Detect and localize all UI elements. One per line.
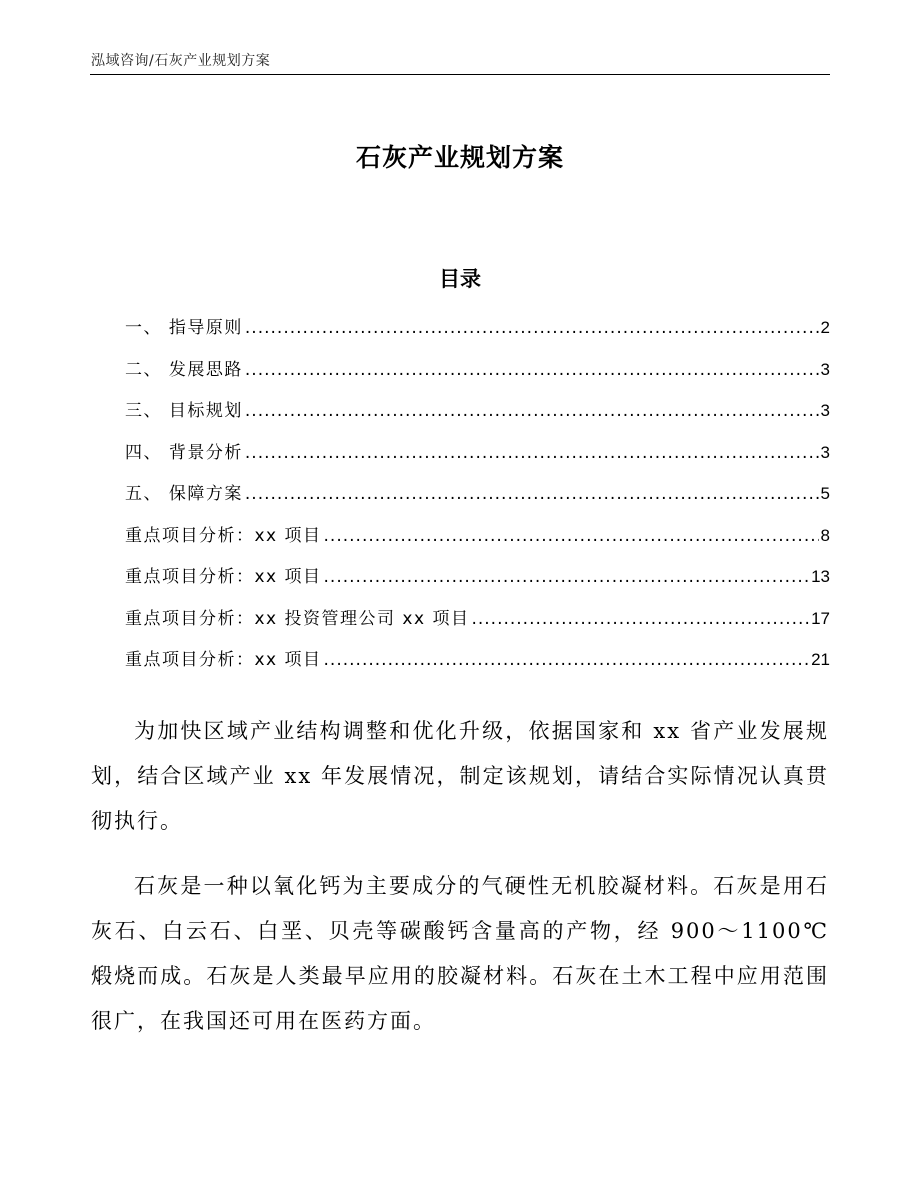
toc-leader-dots: [245, 357, 819, 383]
toc-entry-label: 五、 保障方案: [125, 484, 243, 504]
toc-entry[interactable]: [125, 564, 830, 606]
toc-entry-page: 17: [811, 608, 830, 628]
toc-entry[interactable]: [125, 315, 830, 357]
toc-entry-label: 三、 目标规划: [125, 401, 243, 421]
toc-heading: 目录: [439, 267, 481, 291]
page-header: 泓域咨询/石灰产业规划方案: [91, 53, 271, 69]
toc-entry-page: 3: [820, 359, 830, 379]
toc-entry-page: 21: [811, 650, 830, 669]
toc-entry[interactable]: [125, 606, 830, 648]
toc-leader-dots: [324, 647, 810, 673]
toc-entry-page: 3: [820, 401, 830, 420]
toc-entry-page: 5: [820, 484, 830, 503]
toc-leader-dots: [245, 398, 819, 424]
toc-leader-dots: [245, 440, 819, 466]
toc-entry[interactable]: [125, 523, 830, 565]
toc-entry-label: 重点项目分析：xx 项目: [125, 567, 322, 587]
toc-leader-dots: [245, 481, 819, 507]
body-paragraph: 石灰是一种以氧化钙为主要成分的气硬性无机胶凝材料。石灰是用石灰石、白云石、白垩、贝壳等碳酸钙含量高的产物，经 900～1100℃煅烧而成。石灰是人类最早应用的胶凝材料。石灰在土木工程中应用范围很广，在我国还可用在医药方面。: [91, 874, 829, 1033]
intro-paragraph: 为加快区域产业结构调整和优化升级，依据国家和 xx 省产业发展规划，结合区域产业 xx 年发展情况，制定该规划，请结合实际情况认真贯彻执行。: [91, 719, 829, 833]
toc-entry-label: 一、 指导原则: [125, 318, 243, 338]
toc-entry-label: 重点项目分析：xx 项目: [125, 525, 322, 546]
toc-entry-page: 2: [820, 318, 830, 337]
toc-entry[interactable]: [125, 481, 830, 523]
toc-entry[interactable]: [125, 647, 830, 689]
toc-entry-label: 四、 背景分析: [125, 442, 243, 463]
toc-entry-page: 3: [820, 442, 830, 462]
toc-entry-page: 8: [820, 525, 830, 545]
toc-entry-page: 13: [811, 567, 830, 586]
toc-entry[interactable]: [125, 357, 830, 399]
toc-entry[interactable]: [125, 398, 830, 440]
table-of-contents: [125, 315, 830, 689]
toc-leader-dots: [324, 523, 819, 549]
document-title: 石灰产业规划方案: [355, 143, 564, 172]
toc-leader-dots: [324, 564, 810, 590]
toc-entry-label: 重点项目分析：xx 投资管理公司 xx 项目: [125, 608, 470, 629]
toc-entry-label: 重点项目分析：xx 项目: [125, 650, 322, 670]
toc-entry[interactable]: [125, 440, 830, 482]
toc-entry-label: 二、 发展思路: [125, 359, 243, 380]
toc-leader-dots: [245, 315, 819, 341]
toc-leader-dots: [471, 606, 809, 632]
header-divider: [90, 74, 830, 75]
